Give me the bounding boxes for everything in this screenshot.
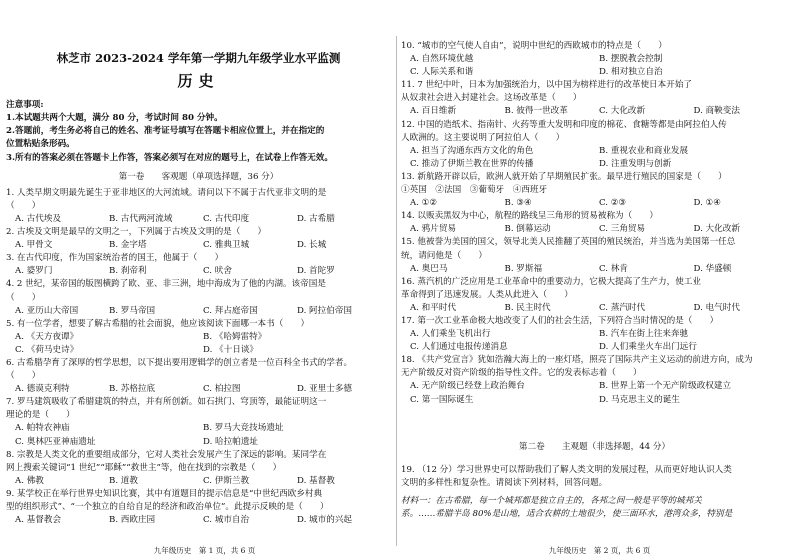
question-stem: 16. 蒸汽机的广泛应用是工业革命中的重要动力，它极大提高了生产力，使工业 xyxy=(401,276,701,287)
question-item xyxy=(401,315,788,354)
option: C. 推动了伊斯兰教在世界的传播 xyxy=(410,158,534,169)
question-item xyxy=(6,187,391,226)
question-19 xyxy=(401,464,788,490)
question-stem: 11. 7 世纪中叶，日本为加强统治力，以中国为榜样进行的改革使日本开始了 xyxy=(401,80,693,91)
option: B. 金字塔 xyxy=(109,240,147,251)
option-row xyxy=(401,158,788,171)
right-column xyxy=(397,0,794,560)
option-row xyxy=(401,105,788,118)
question-stem: 5. 有一位学者，想要了解古希腊的社会面貌，他应该阅读下面哪一本书（ ） xyxy=(6,318,310,329)
option-row xyxy=(401,197,788,210)
option: A. 帕特农神庙 xyxy=(15,423,70,434)
question-stem: 18. 《共产党宣言》犹如浩瀚大海上的一座灯塔，照亮了国际共产主义运动的前进方向，成为 xyxy=(401,355,753,366)
question-stem: 7. 罗马建筑吸收了希腊建筑的特点，并有所创新。如石拱门、穹顶等，最能证明这一 xyxy=(6,397,327,408)
option: C. 《荷马史诗》 xyxy=(15,344,79,355)
option-row xyxy=(6,265,391,278)
option: C. 人们通过电报传递消息 xyxy=(410,342,508,353)
question-item xyxy=(401,79,788,118)
exam-title: 林芝市 2023-2024 学年第一学期九年级学业水平监测 xyxy=(56,51,341,65)
option: D. 亚里士多德 xyxy=(297,384,353,395)
option: A. 佛教 xyxy=(15,475,44,486)
question-item xyxy=(6,252,391,278)
option-row xyxy=(6,213,391,226)
option: B. 倒幕运动 xyxy=(504,224,551,235)
option-row xyxy=(401,302,788,315)
option: D. 马克思主义的诞生 xyxy=(599,394,680,405)
question-stem: 2. 古埃及文明是最早的文明之一，下列属于古埃及文明的是（ ） xyxy=(6,227,267,238)
option-row xyxy=(401,341,788,354)
question-item xyxy=(6,318,391,357)
question-item xyxy=(401,171,788,210)
option: C. 蒸汽时代 xyxy=(599,302,646,313)
question-stem: 14. 以贩卖黑奴为中心，航程的路线呈三角形的贸易被称为（ ） xyxy=(401,211,659,222)
question-stem: 17. 第一次工业革命极大地改变了人们的社会生活，下列符合当时情况的是（ ） xyxy=(401,315,719,326)
subject-title: 历史 xyxy=(177,72,220,91)
option: B. 民主时代 xyxy=(504,302,551,313)
question-stem: 8. 宗教是人类文化的重要组成部分，它对人类社会发展产生了深远的影响。某同学在 xyxy=(6,449,327,460)
option: C. 奥林匹亚神庙遗址 xyxy=(15,436,96,447)
page-footer-right: 九年级历史 第 2 页，共 6 页 xyxy=(548,545,651,555)
question-stem: 网上搜索关键词“1 世纪”“耶稣”“救世主”等，他在找到的宗教是（ ） xyxy=(6,462,282,473)
option: B. 道教 xyxy=(109,475,138,486)
option: A. 《天方夜谭》 xyxy=(15,331,79,342)
note-line: 2.答题前，考生务必将自己的姓名、准考证号填写在答题卡相应位置上，并在指定的 xyxy=(6,126,325,137)
option-row xyxy=(401,145,788,158)
option: A. 基督教会 xyxy=(15,515,62,526)
option-row xyxy=(6,475,391,488)
question-stem: 理论的是（ ） xyxy=(6,410,75,421)
question-stem: 1. 人类早期文明最先诞生于亚非地区的大河流域。请问以下不属于古代亚非文明的是 xyxy=(6,187,327,198)
option: A. 自然环境优越 xyxy=(410,54,474,65)
question-stem: 9. 某学校正在举行世界史知识比赛，其中有道题目的提示信息是“中世纪西欧乡村典 xyxy=(6,488,323,499)
right-questions xyxy=(401,40,788,407)
option-row xyxy=(401,328,788,341)
question-stem: （ ） xyxy=(6,292,41,303)
option: A. 亚历山大帝国 xyxy=(15,305,79,316)
option: B. 西欧庄园 xyxy=(109,515,156,526)
material-line: 系。……希腊半岛 80%是山地，适合农耕的土地很少，使三面环水，港湾众多，特别是 xyxy=(401,509,733,519)
option: B. 罗马大竞技场遗址 xyxy=(203,423,284,434)
question-19-line: 19. （12 分）学习世界史可以帮助我们了解人类文明的发展过程，从而更好地认识人类 xyxy=(401,464,732,475)
option-row xyxy=(6,422,391,435)
note-line: 位置粘贴条形码。 xyxy=(6,139,75,150)
option: A. 和平时代 xyxy=(410,302,457,313)
option: C. 雅典卫城 xyxy=(203,240,250,251)
option: D. 《十日谈》 xyxy=(203,344,259,355)
question-item xyxy=(401,210,788,236)
option: C. 人际关系和谐 xyxy=(410,67,474,78)
option: A. ①② xyxy=(410,198,438,209)
note-line: 1.本试题共两个大题，满分 80 分，考试时间 80 分钟。 xyxy=(6,113,223,124)
option: B. 古代两河流域 xyxy=(109,213,173,224)
option: A. 甲骨文 xyxy=(15,240,53,251)
option: D. 古希腊 xyxy=(297,213,335,224)
question-19-line: 文明的多样性和复杂性。请阅读下列材料，回答问题。 xyxy=(401,477,608,488)
option: C. 林肯 xyxy=(599,263,628,274)
option: C. ②③ xyxy=(599,198,627,209)
question-stem: 型的组织形式”、“一个独立的自给自足的经济和政治单位”。此提示反映的是（ ） xyxy=(6,502,329,512)
option: B. 世界上第一个无产阶级政权建立 xyxy=(599,381,732,392)
option: C. 古代印度 xyxy=(203,213,250,224)
option: A. 百日维新 xyxy=(410,106,457,117)
question-stem: 无产阶级反对资产阶级的指导性文件。它的发表标志着（ ） xyxy=(401,368,642,379)
question-item xyxy=(401,236,788,275)
option: C. 第一国际诞生 xyxy=(410,394,474,405)
option: A. 婆罗门 xyxy=(15,266,53,277)
question-stem: （ ） xyxy=(6,371,41,382)
option: A. 奥巴马 xyxy=(410,263,448,274)
page-footer-left: 九年级历史 第 1 页，共 6 页 xyxy=(153,545,256,555)
option-row xyxy=(6,331,391,344)
option: C. 拜占庭帝国 xyxy=(203,305,258,316)
option-row xyxy=(401,53,788,66)
question-stem: 革命得到了迅速发展。人类从此进入（ ） xyxy=(401,289,573,300)
option: C. 大化改新 xyxy=(599,106,646,117)
question-stem: 10. “城市的空气使人自由”，说明中世纪的西欧城市的特点是（ ） xyxy=(401,41,667,51)
option: B. 罗斯福 xyxy=(504,263,543,274)
question-item xyxy=(6,226,391,252)
option-row xyxy=(401,263,788,276)
option-row xyxy=(401,394,788,407)
option: B. 《哈姆雷特》 xyxy=(203,331,267,342)
option: A. 担当了沟通东西方文化的角色 xyxy=(410,145,534,156)
option: D. 人们乘坐火车出门远行 xyxy=(599,342,697,353)
question-stem: 统，请问他是（ ） xyxy=(401,250,487,261)
notes-block xyxy=(6,112,391,164)
question-stem: 6. 古希腊孕育了深厚的哲学思想，以下提出要用逻辑学的创立者是一位百科全书式的学者。 xyxy=(6,357,353,368)
question-stem: 4. 2 世纪，某帝国的版图横跨了欧、亚、非三洲，地中海成为了他的内湖。该帝国是 xyxy=(6,279,326,290)
section2-heading: 第二卷 主观题（非选择题，44 分） xyxy=(518,441,671,452)
option: D. 华盛顿 xyxy=(693,263,732,274)
option: D. ①④ xyxy=(693,198,721,209)
question-stem: 13. 新航路开辟以后，欧洲人就开始了早期殖民扩张。最早进行殖民的国家是（ ） xyxy=(401,171,727,182)
question-stem: 3. 在古代印度，作为国家统治者的国王，他属于（ ） xyxy=(6,253,224,264)
option: D. 注重发明与创新 xyxy=(599,158,672,169)
question-item xyxy=(6,357,391,396)
option-row xyxy=(6,436,391,449)
question-item xyxy=(401,40,788,79)
option: D. 哈拉帕遗址 xyxy=(203,436,259,447)
question-stem: 从奴隶社会进入封建社会。这场改革是（ ） xyxy=(401,93,582,104)
question-item xyxy=(401,354,788,406)
option: A. 古代埃及 xyxy=(15,213,62,224)
option-row xyxy=(6,383,391,396)
material-1 xyxy=(401,495,788,521)
option: B. 重视农业和商业发展 xyxy=(599,145,689,156)
question-stem: 人欧洲的。这主要说明了阿拉伯人（ ） xyxy=(401,132,565,143)
option: D. 相对独立自治 xyxy=(599,67,663,78)
option: A. 无产阶级已经登上政治舞台 xyxy=(410,381,525,392)
option: D. 电气时代 xyxy=(693,302,740,313)
question-item xyxy=(401,276,788,315)
option-row xyxy=(6,239,391,252)
option: A. 鸦片贸易 xyxy=(410,224,457,235)
option: D. 基督教 xyxy=(297,475,335,486)
option: D. 首陀罗 xyxy=(297,266,335,277)
option: C. 伊斯兰教 xyxy=(203,475,250,486)
material-line: 材料一：在古希腊，每一个城邦都是独立自主的，各邦之间一般是平等的城邦关 xyxy=(401,495,702,506)
option: D. 阿拉伯帝国 xyxy=(297,305,353,316)
question-stem: ①英国 ②法国 ③葡萄牙 ④西班牙 xyxy=(401,185,548,196)
option: B. 刹帝利 xyxy=(109,266,147,277)
question-stem: 12. 中国的造纸术、指南针、火药等重大发明和印度的棉花、食糖等都是由阿拉伯人传 xyxy=(401,119,727,130)
question-stem: （ ） xyxy=(6,200,41,211)
option: B. 罗马帝国 xyxy=(109,305,156,316)
option-row xyxy=(6,514,391,527)
section1-heading: 第一卷 客观题（单项选择题，36 分） xyxy=(118,171,279,182)
option: A. 人们乘坐飞机出行 xyxy=(410,329,491,340)
option: C. 三角贸易 xyxy=(599,224,646,235)
question-stem: 15. 他被誉为美国的国父，领导北美人民推翻了英国的殖民统治，并当选为美国第一任总 xyxy=(401,237,736,248)
option: D. 商鞅变法 xyxy=(693,106,740,117)
notes-heading: 注意事项: xyxy=(6,100,44,111)
question-item xyxy=(6,278,391,317)
option: B. 摆脱教会控制 xyxy=(599,54,663,65)
option: B. ③④ xyxy=(504,198,532,209)
option-row xyxy=(6,344,391,357)
option: C. 吠舍 xyxy=(203,266,232,277)
option: D. 长城 xyxy=(297,240,327,251)
option: B. 汽车在街上往来奔驰 xyxy=(599,329,689,340)
note-line: 3.所有的答案必须在答题卡上作答，答案必须写在对应的题号上，在试卷上作答无效。 xyxy=(6,152,333,163)
question-item xyxy=(6,396,391,448)
option-row xyxy=(401,380,788,393)
option-row xyxy=(401,223,788,236)
option: D. 大化改新 xyxy=(693,224,740,235)
option: A. 德谟克利特 xyxy=(15,384,70,395)
option: D. 城市的兴起 xyxy=(297,515,353,526)
option: C. 柏拉图 xyxy=(203,384,241,395)
option: B. 彼得一世改革 xyxy=(504,106,568,117)
option-row xyxy=(6,305,391,318)
option-row xyxy=(401,66,788,79)
question-item xyxy=(401,119,788,171)
left-questions xyxy=(6,187,391,527)
option: B. 苏格拉底 xyxy=(109,384,156,395)
question-item xyxy=(6,449,391,488)
option: C. 城市自治 xyxy=(203,515,250,526)
question-item xyxy=(6,488,391,527)
